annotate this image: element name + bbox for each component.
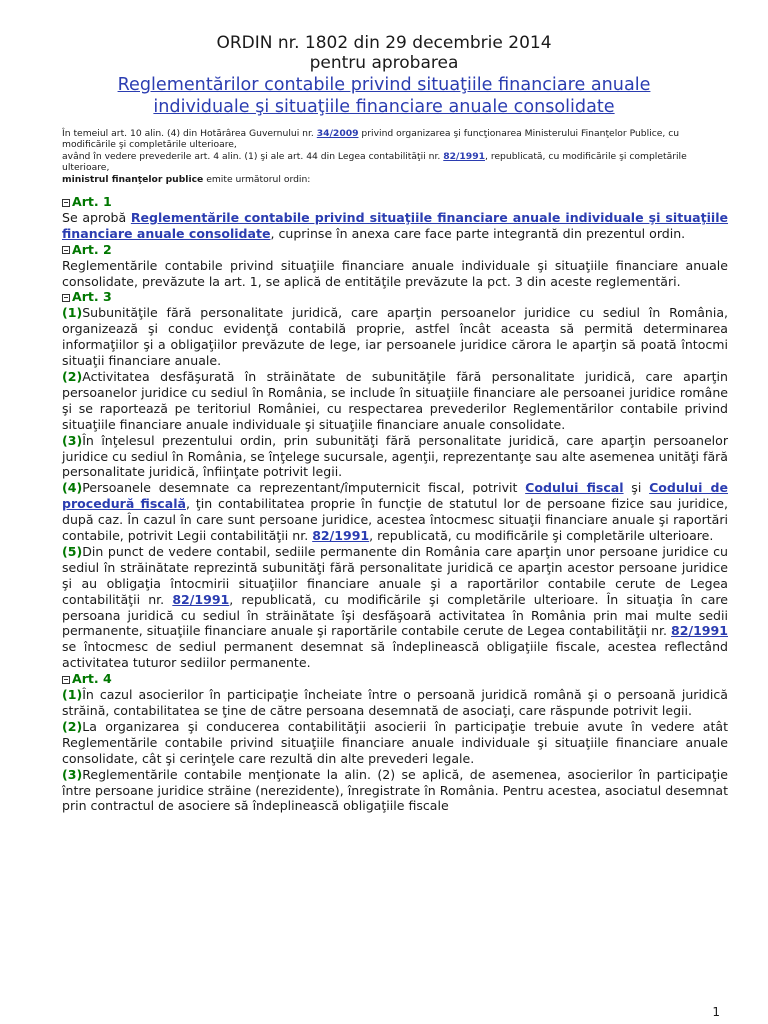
- preamble: [62, 128, 728, 185]
- document-subtitle: pentru aprobarea: [309, 53, 459, 73]
- article-3-para-2: (2)Activitatea desfăşurată în străinătate de subunităţile fără personalitate juridică, care aparţin persoanelor juridice cu sediul în România, se include în situaţiile financiare ale persoanei juridice române şi se raportează pe teritoriul României, cu respectarea prevederilor Reglementărilor contabile privind situaţiile financiare anuale individuale şi situaţiile financiare anuale consolidate.: [62, 368, 728, 432]
- article-3-heading[interactable]: Art. 3: [62, 289, 728, 305]
- article-2-heading[interactable]: Art. 2: [62, 242, 728, 258]
- article-4-para-2: (2)La organizarea şi conducerea contabilităţii asocierii în participaţie trebuie avute în vedere atât Reglementările contabile privind situaţiile financiare anuale individuale şi situaţiile financiare anuale consolidate, cât şi cerinţele care rezultă din alte prevederi legale.: [62, 718, 728, 766]
- document-title: ORDIN nr. 1802 din 29 decembrie 2014: [216, 33, 552, 53]
- article-3-para-4: (4)Persoanele desemnate ca reprezentant/împuternicit fiscal, potrivit Codului fiscal şi Codului de procedură fiscală, ţin contabilitatea proprie în funcţie de statutul lor de persoane fizice sau juridice, după caz. În cazul în care sunt persoane juridice, acestea întocmesc situaţii financiare anuale şi raportări contabile, potrivit Legii contabilităţii nr. 82/1991, republicată, cu modificările şi completările ulterioare.: [62, 480, 728, 544]
- article-4-para-3: (3)Reglementările contabile menţionate la alin. (2) se aplică, de asemenea, asocierilor în participaţie între persoane juridice străine (nerezidente), înregistrate în România. Pentru acestea, asociatul desemnat prin contractul de asociere să îndeplinească obligaţiile fiscale: [62, 766, 728, 814]
- preamble-line-minister: ministrul finanţelor publice emite următorul ordin:: [62, 173, 311, 185]
- page-number: 1: [712, 1005, 720, 1019]
- article-1-text: Se aprobă Reglementările contabile privind situaţiile financiare anuale individuale şi situaţiile financiare anuale consolidate, cuprinse în anexa care face parte integrantă din prezentul ordin.: [62, 209, 729, 241]
- collapse-toggle-icon[interactable]: [62, 676, 70, 684]
- collapse-toggle-icon[interactable]: [62, 246, 70, 254]
- article-3-para-3: (3)În înţelesul prezentului ordin, prin subunităţi fără personalitate juridică, care aparţin persoanelor juridice cu sediul în România, se înţelege sucursale, agenţii, reprezentanţe sau alte asemenea unităţi fără personalitate juridică, înfiinţate potrivit legii.: [62, 432, 728, 480]
- law-82-1991-link[interactable]: 82/1991: [443, 150, 485, 162]
- collapse-toggle-icon[interactable]: [62, 294, 70, 302]
- article-3-para-5: (5)Din punct de vedere contabil, sediile permanente din România care aparţin unor persoane juridice cu sediul în străinătate reprezintă subunităţi fără personalitate juridică ce aparţin acestor persoane juridice şi au obligaţia întocmirii situaţiilor financiare anuale şi a raportărilor contabile cerute de Legea contabilităţii nr. 82/1991, republicată, cu modificările şi completările ulterioare. În situaţia în care persoana juridică cu sediul în străinătate îşi desfăşoară activitatea în România prin mai multe sedii permanente, situaţiile financiare anuale şi raportările contabile cerute de Legea contabilităţii nr. 82/1991 se întocmesc de sediul permanent desemnat să îndeplinească obligaţiile fiscale, acestea reflectând activitatea tuturor sediilor permanente.: [62, 543, 728, 671]
- law-82-1991-link[interactable]: 82/1991: [671, 623, 728, 639]
- regulation-title-line2[interactable]: individuale şi situaţiile financiare anuale consolidate: [153, 97, 615, 117]
- article-1-heading[interactable]: Art. 1: [62, 194, 728, 210]
- law-82-1991-link[interactable]: 82/1991: [312, 528, 370, 544]
- law-82-1991-link[interactable]: 82/1991: [172, 591, 230, 607]
- fiscal-procedure-code-link[interactable]: Codului de procedură fiscală: [62, 480, 728, 512]
- regulation-title-line1[interactable]: Reglementărilor contabile privind situaţiile financiare anuale: [117, 75, 651, 95]
- preamble-line-law: având în vedere prevederile art. 4 alin. (1) şi ale art. 44 din Legea contabilităţii nr. 82/1991, republicată, cu modificările şi completările ulterioare,: [62, 150, 687, 174]
- fiscal-code-link[interactable]: Codului fiscal: [525, 480, 624, 496]
- collapse-toggle-icon[interactable]: [62, 199, 70, 207]
- article-4-heading[interactable]: Art. 4: [62, 671, 728, 687]
- article-4-para-1: (1)În cazul asocierilor în participaţie încheiate între o persoană juridică română şi o persoană juridică străină, contabilitatea se ţine de către persoana desemnată de asociaţi, care răspunde potrivit legii.: [62, 687, 728, 718]
- regulation-title-link[interactable]: [40, 74, 728, 118]
- hg-34-2009-link[interactable]: 34/2009: [316, 128, 359, 139]
- preamble-line-hg: În temeiul art. 10 alin. (4) din Hotărârea Guvernului nr. 34/2009 privind organizarea şi funcţionarea Ministerului Finanţelor Publice, cu modificările şi completările ulterioare,: [62, 128, 680, 151]
- document-body: [62, 194, 728, 814]
- article-2-text: Reglementările contabile privind situaţiile financiare anuale individuale şi situaţiile financiare anuale consolidate, prevăzute la art. 1, se aplică de entităţile prevăzute la pct. 3 din aceste reglementări.: [62, 257, 728, 289]
- regulation-link[interactable]: Reglementările contabile privind situaţiile financiare anuale individuale şi situaţiile financiare anuale consolidate: [62, 209, 729, 241]
- article-3-para-1: (1)Subunităţile fără personalitate juridică, care aparţin persoanelor juridice cu sediul în România, organizează şi conduc evidenţă contabilă proprie, astfel încât aceasta să permită determinarea informaţiilor şi a obligaţiilor prevăzute de lege, iar persoanele juridice cărora le aparţin să poată întocmi situaţii financiare anuale.: [62, 305, 728, 369]
